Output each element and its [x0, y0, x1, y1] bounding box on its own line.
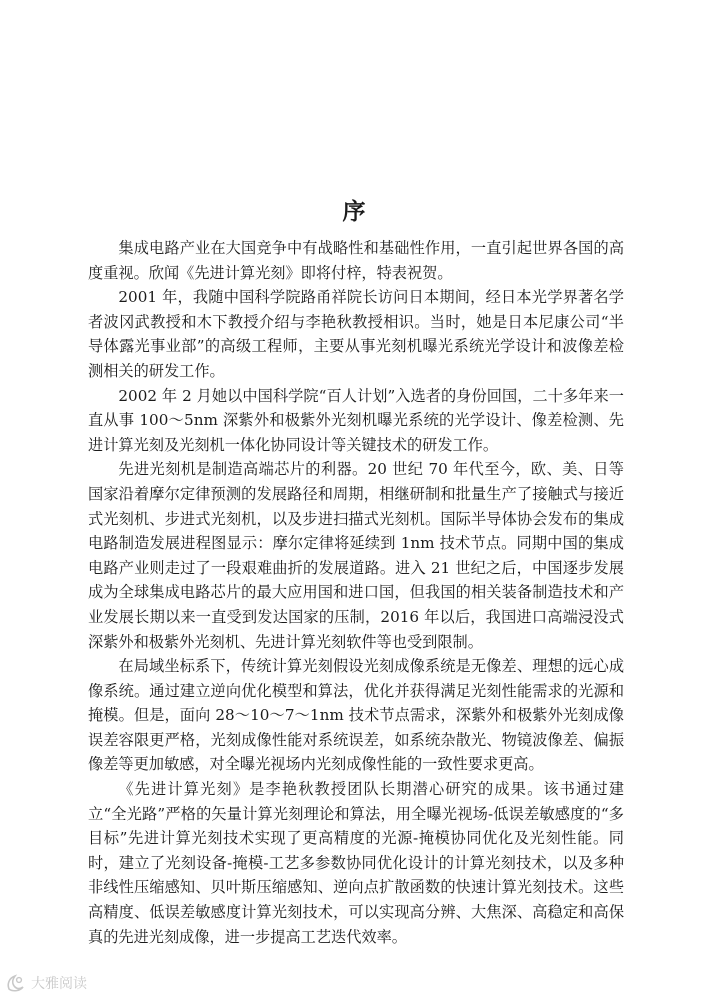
paragraph: 《先进计算光刻》是李艳秋教授团队长期潜心研究的成果。该书通过建立“全光路”严格的矢量计算光刻理论和算法，用全曝光视场-低误差敏感度的“多目标”先进计算光刻技术实现了更高精度的光源-掩模协同优化及光刻性能。同时，建立了光刻设备-掩模-工艺多参数协同优化设计的计算光刻技术，以及多种非线性压缩感知、贝叶斯压缩感知、逆向点扩散函数的快速计算光刻技术。这些高精度、低误差敏感度计算光刻技术，可以实现高分辨、大焦深、高稳定和高保真的先进光刻成像，进一步提高工艺迭代效率。 [88, 780, 624, 946]
paragraph: 在局域坐标系下，传统计算光刻假设光刻成像系统是无像差、理想的远心成像系统。通过建立逆向优化模型和算法，优化并获得满足光刻性能需求的光源和掩模。但是，面向 28～10～7～1nm 技术节点需求，深紫外和极紫外光刻成像误差容限更严格，光刻成像性能对系统误差，如系统杂散光、物镜波像差、偏振像差等更加敏感，对全曝光视场内光刻成像性能的一致性要求更高。 [88, 657, 624, 774]
paragraph: 2002 年 2 月她以中国科学院“百人计划”入选者的身份回国，二十多年来一直从事 100～5nm 深紫外和极紫外光刻机曝光系统的光学设计、像差检测、先进计算光刻及光刻机一体化协同设计等关键技术的研发工作。 [88, 386, 624, 454]
paragraph: 2001 年，我随中国科学院路甬祥院长访问日本期间，经日本光学界著名学者波冈武教授和木下教授介绍与李艳秋教授相识。当时，她是日本尼康公司“半导体露光事业部”的高级工程师，主要从事光刻机曝光系统光学设计和波像差检测相关的研发工作。 [88, 288, 624, 380]
page-title: 序 [342, 198, 366, 226]
paragraph: 集成电路产业在大国竞争中有战略性和基础性作用，一直引起世界各国的高度重视。欣闻《先进计算光刻》即将付梓，特表祝贺。 [88, 239, 624, 282]
paragraph: 先进光刻机是制造高端芯片的利器。20 世纪 70 年代至今，欧、美、日等国家沿着摩尔定律预测的发展路径和周期，相继研制和批量生产了接触式与接近式光刻机、步进式光刻机，以及步进扫描式光刻机。国际半导体协会发布的集成电路制造发展进程图显示：摩尔定律将延续到 1nm 技术节点。同期中国的集成电路产业则走过了一段艰难曲折的发展道路。进入 21 世纪之后，中国逐步发展成为全球集成电路芯片的最大应用国和进口国，但我国的相关装备制造技术和产业发展长期以来一直受到发达国家的压制，2016 年以后，我国进口高端浸没式深紫外和极紫外光刻机、先进计算光刻软件等也受到限制。 [88, 460, 624, 651]
body-text [88, 236, 624, 949]
watermark [6, 972, 87, 994]
watermark-text: 大雅阅读 [31, 976, 87, 992]
watermark-logo-icon [6, 974, 26, 992]
